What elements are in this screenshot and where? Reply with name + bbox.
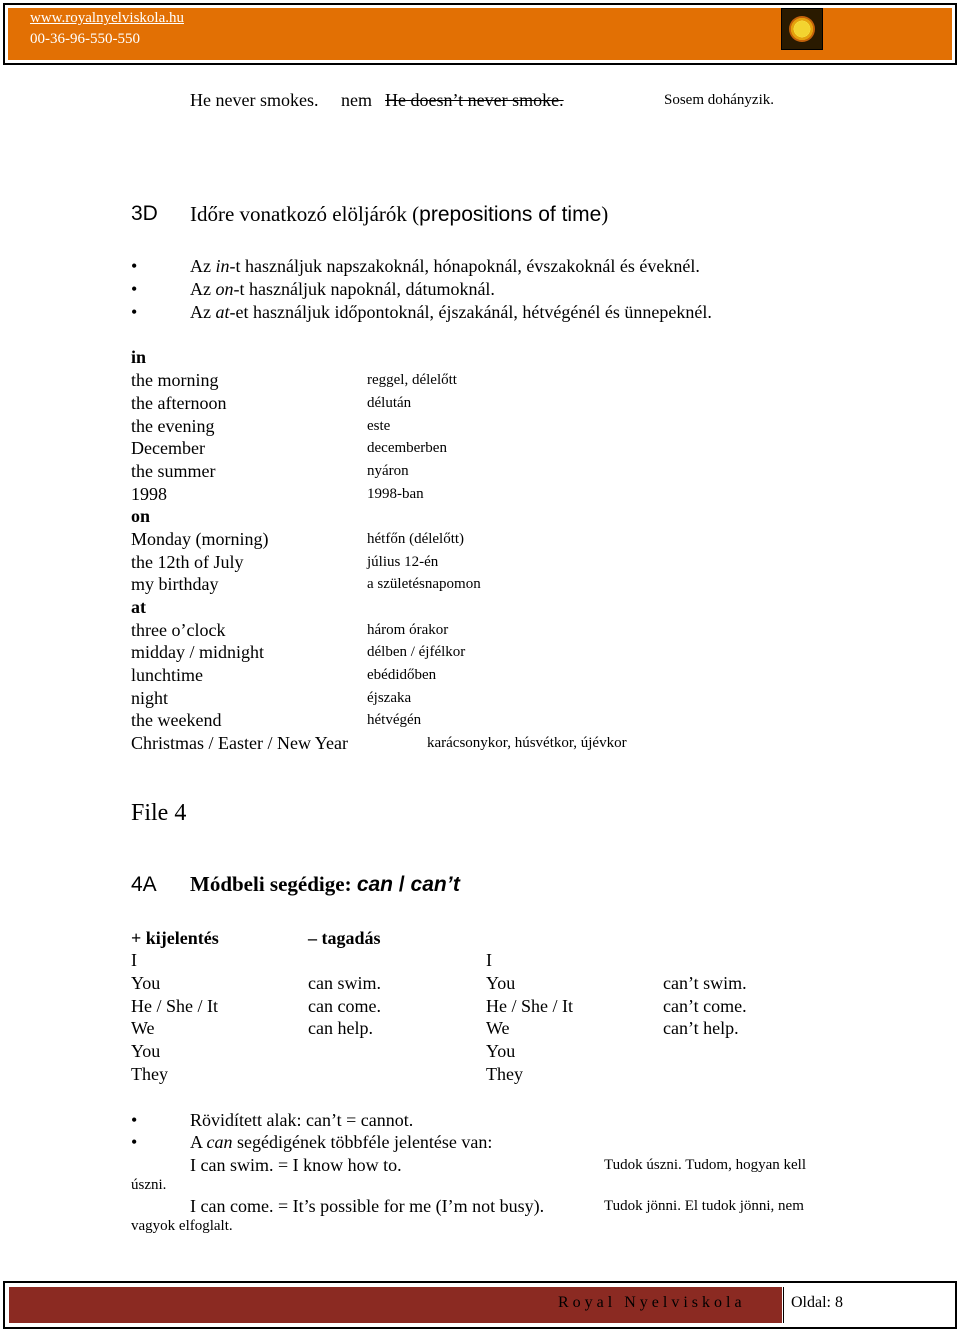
example-en: I can come. = It’s possible for me (I’m not busy). bbox=[190, 1196, 545, 1216]
pronoun: I bbox=[131, 950, 137, 970]
negative-header: – tagadás bbox=[308, 928, 381, 948]
prep-en: December bbox=[131, 438, 205, 458]
bullet-icon: • bbox=[131, 302, 138, 322]
section-title-4a: Módbeli segédige: can / can’t bbox=[190, 872, 460, 896]
pronoun: You bbox=[486, 973, 516, 993]
prep-en: the afternoon bbox=[131, 393, 227, 413]
example-hu: Tudok úszni. Tudom, hogyan kell bbox=[604, 1157, 806, 1173]
prep-en: the summer bbox=[131, 461, 216, 481]
example-translation: Sosem dohányzik. bbox=[664, 92, 774, 108]
prep-hu: reggel, délelőtt bbox=[367, 372, 457, 388]
prep-en: midday / midnight bbox=[131, 642, 264, 662]
pronoun: You bbox=[131, 973, 161, 993]
prep-hu: délben / éjfélkor bbox=[367, 644, 466, 660]
pronoun: I bbox=[486, 950, 492, 970]
negative-verb: can’t swim. bbox=[663, 973, 747, 993]
prep-en: Christmas / Easter / New Year bbox=[131, 733, 348, 753]
page-number: Oldal: 8 bbox=[791, 1294, 843, 1311]
wrong-sentence: He doesn’t never smoke. bbox=[385, 90, 564, 110]
example-en: I can swim. = I know how to. bbox=[190, 1155, 402, 1175]
positive-verb: can help. bbox=[308, 1018, 373, 1038]
prep-en: night bbox=[131, 688, 169, 708]
pronoun: We bbox=[486, 1018, 510, 1038]
prep-hu: hétfőn (délelőtt) bbox=[367, 531, 465, 547]
prep-hu: július 12-én bbox=[367, 554, 439, 570]
negative-verb: can’t come. bbox=[663, 996, 747, 1016]
prep-en: lunchtime bbox=[131, 665, 203, 685]
prep-hu: hétvégén bbox=[367, 712, 422, 728]
prep-hu: ebédidőben bbox=[367, 667, 437, 683]
file-title: File 4 bbox=[131, 800, 187, 826]
prep-heading-in: in bbox=[131, 347, 147, 367]
prep-hu: a születésnapomon bbox=[367, 576, 481, 592]
pronoun: You bbox=[131, 1041, 161, 1061]
prep-hu: éjszaka bbox=[367, 690, 412, 706]
prep-heading-on: on bbox=[131, 506, 151, 526]
prep-en: three o’clock bbox=[131, 620, 226, 640]
website-link[interactable]: www.royalnyelviskola.hu bbox=[30, 10, 184, 26]
pronoun: We bbox=[131, 1018, 155, 1038]
section-number-4a: 4A bbox=[131, 873, 157, 896]
prep-en: the 12th of July bbox=[131, 552, 244, 572]
prep-en: the morning bbox=[131, 370, 219, 390]
list-item: A can segédigének többféle jelentése van: bbox=[190, 1132, 493, 1152]
bullet-icon: • bbox=[131, 1132, 138, 1152]
prep-hu: karácsonykor, húsvétkor, újévkor bbox=[427, 735, 627, 751]
prep-hu: három órakor bbox=[367, 622, 449, 638]
prep-heading-at: at bbox=[131, 597, 146, 617]
prep-en: the weekend bbox=[131, 710, 222, 730]
list-item: Rövidített alak: can’t = cannot. bbox=[190, 1110, 414, 1130]
section-number-3d: 3D bbox=[131, 202, 158, 225]
footer-brand: Royal Nyelviskola bbox=[558, 1294, 746, 1311]
list-item: Az at-et használjuk időpontoknál, éjszakánál, hétvégénél és ünnepeknél. bbox=[190, 302, 712, 322]
pronoun: He / She / It bbox=[486, 996, 573, 1016]
prep-en: the evening bbox=[131, 416, 215, 436]
bullet-icon: • bbox=[131, 1110, 138, 1130]
phone-number: 00-36-96-550-550 bbox=[30, 31, 140, 47]
example-hu-cont: vagyok elfoglalt. bbox=[131, 1218, 233, 1234]
pronoun: They bbox=[131, 1064, 168, 1084]
positive-verb: can come. bbox=[308, 996, 381, 1016]
example-hu: Tudok jönni. El tudok jönni, nem bbox=[604, 1198, 804, 1214]
footer-divider bbox=[783, 1287, 784, 1323]
section-title-3d: Időre vonatkozó elöljárók (prepositions of time) bbox=[190, 202, 609, 226]
list-item: Az in-t használjuk napszakoknál, hónapoknál, évszakoknál és éveknél. bbox=[190, 256, 700, 276]
prep-en: my birthday bbox=[131, 574, 219, 594]
pronoun: He / She / It bbox=[131, 996, 218, 1016]
negative-verb: can’t help. bbox=[663, 1018, 739, 1038]
prep-en: Monday (morning) bbox=[131, 529, 269, 549]
positive-header: + kijelentés bbox=[131, 928, 219, 948]
positive-verb: can swim. bbox=[308, 973, 381, 993]
prep-hu: nyáron bbox=[367, 463, 409, 479]
prep-hu: este bbox=[367, 418, 391, 434]
bullet-icon: • bbox=[131, 279, 138, 299]
example-hu-cont: úszni. bbox=[131, 1177, 167, 1193]
not-word: nem bbox=[341, 90, 372, 110]
sun-face-logo-icon bbox=[781, 8, 823, 50]
prep-hu: decemberben bbox=[367, 440, 447, 456]
list-item: Az on-t használjuk napoknál, dátumoknál. bbox=[190, 279, 495, 299]
bullet-icon: • bbox=[131, 256, 138, 276]
pronoun: They bbox=[486, 1064, 523, 1084]
prep-hu: délután bbox=[367, 395, 412, 411]
pronoun: You bbox=[486, 1041, 516, 1061]
prep-en: 1998 bbox=[131, 484, 167, 504]
example-sentence: He never smokes. bbox=[190, 90, 319, 110]
prep-hu: 1998-ban bbox=[367, 486, 424, 502]
